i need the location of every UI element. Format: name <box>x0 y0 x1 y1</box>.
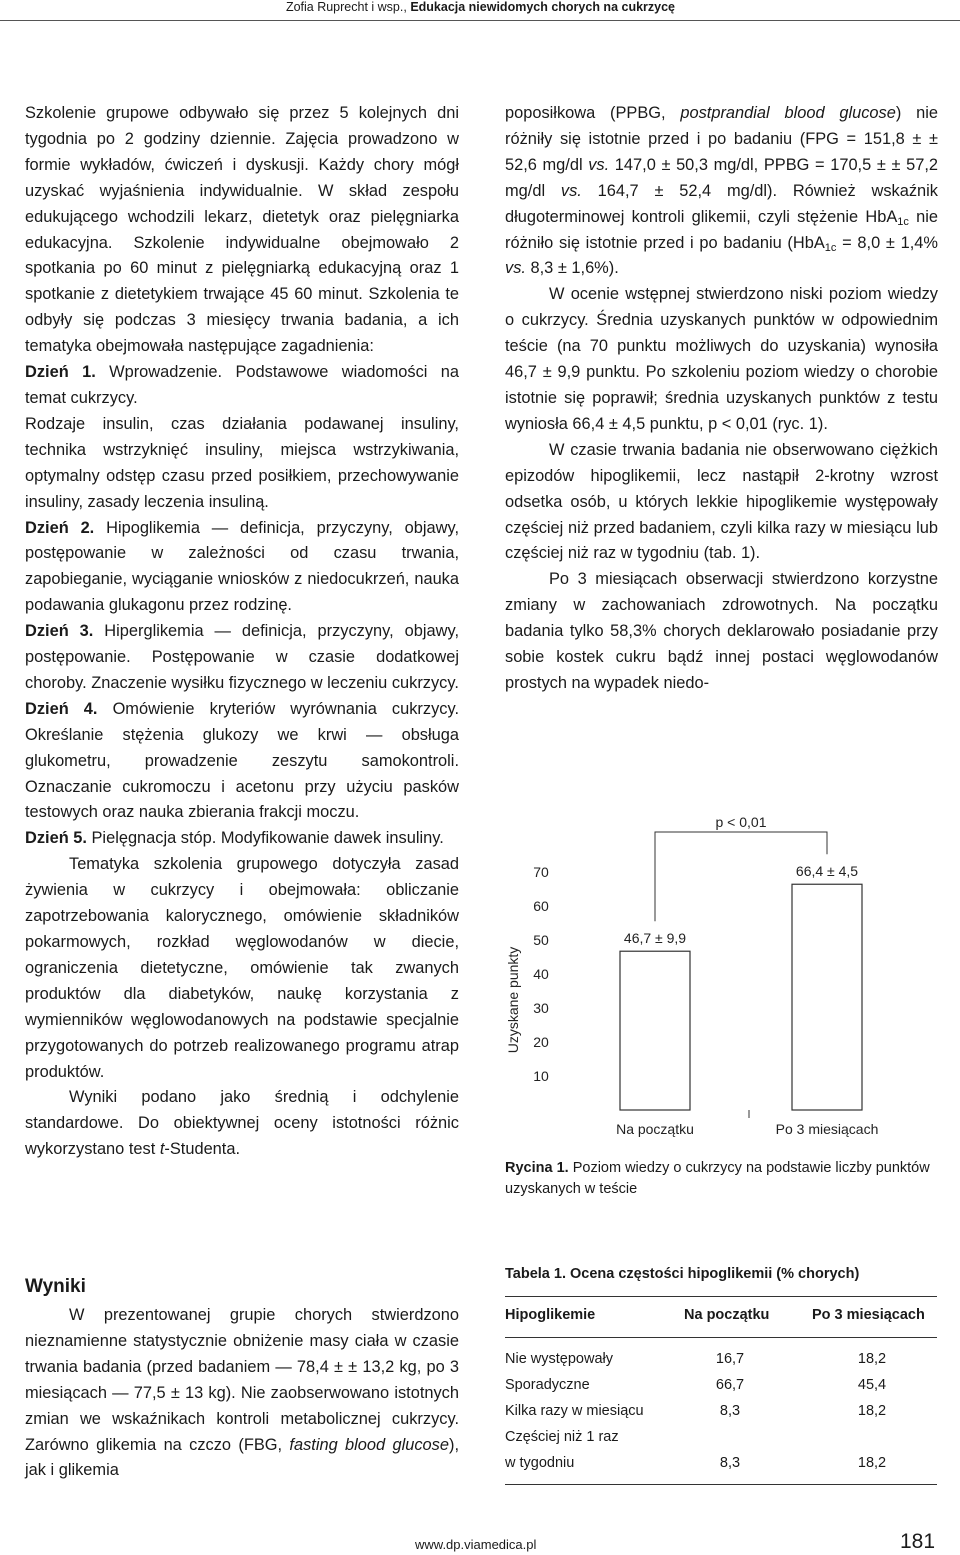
glycemia-vs-3: vs. <box>505 259 526 278</box>
results-text: W prezentowanej grupie chorych stwierdzono nieznamienne statystycznie obniżenie masy ciała w czasie trwania badania (przed badaniem — 78,4 ± ± 13,2 kg, po 3 miesiącach — 77,5 ± 13 kg). Nie zaobserwowano istotnych zmian we wskaźnikach kontroli metabolicznej cukrzycy. Zarówno glikemia na czczo (FBG, <box>25 1306 459 1454</box>
y-tick-label: 40 <box>533 966 549 982</box>
glycemia-text-d: 164,7 ± 52,4 mg/dl). Również wskaźnik długoterminowej kontroli glikemii, czyli stężenie HbA <box>505 181 938 226</box>
table-rule-top <box>505 1296 937 1297</box>
paragraph-behaviour: Po 3 miesiącach obserwacji stwierdzono korzystne zmiany w zachowaniach zdrowotnych. Na początku badania tylko 58,3% chorych deklarowało posiadanie przy sobie kostek cukru bądź innej postaci węglowodanów prostych na wypadek niedo- <box>505 570 938 692</box>
hba1c-sub-1: 1c <box>897 215 909 228</box>
day-2-text: Hipoglikemia — definicja, przyczyny, objawy, postępowanie w zależności od czasu trwania, zapobieganie, wyciąganie wniosków z niedocukrzeń, nauka podawania glukagonu przez rodzinę. <box>25 518 459 615</box>
day-4-text: Omówienie kryteriów wyrównania cukrzycy. Określanie stężenia glukozy we krwi — obsługa glukometru, prowadzenie zeszytu samokontroli. Oznaczanie cukromoczu i acetonu przy użyciu pasków testowych oraz nauka zbierania frakcji moczu. <box>25 699 459 822</box>
statistics-t: t <box>159 1140 165 1159</box>
paragraph-knowledge: W ocenie wstępnej stwierdzono niski poziom wiedzy o cukrzycy. Średnia uzyskanych punktów w odpowiednim teście (na 70 punktu możliwych do uzyskania) wynosiła 46,7 ± 9,9 punktu. Po szkoleniu poziom wiedzy o chorobie istotnie się poprawił; średnia uzyskanych punktów z testu wyniosła 66,4 ± 4,5 punktu, p < 0,01 (ryc. 1). <box>505 285 938 433</box>
paragraph-statistics <box>25 1085 459 1163</box>
y-tick-label: 70 <box>533 864 549 880</box>
results-em: fasting blood glucose <box>289 1435 449 1454</box>
header-title: Edukacja niewidomych chorych na cukrzycę <box>410 0 675 14</box>
table-cell-start: 16,7 <box>715 1351 745 1367</box>
table-cell-label: w tygodniu <box>505 1455 575 1471</box>
table-cell-label: Kilka razy w miesiącu <box>505 1403 644 1419</box>
table-header-after: Po 3 miesiącach <box>812 1307 925 1323</box>
glycemia-text-c: 147,0 ± 50,3 mg/dl, PPBG = 170,5 ± ± 57,2 mg/dl <box>505 155 938 200</box>
statistics-text-end: -Studenta. <box>164 1140 241 1159</box>
x-tick-label: Po 3 miesiącach <box>775 1121 879 1137</box>
table-rule-bottom <box>505 1484 937 1485</box>
table-title: Tabela 1. Ocena częstości hipoglikemii (% chorych) <box>505 1266 860 1282</box>
day-1-title: Wprowadzenie. Podstawowe wiadomości na temat cukrzycy. <box>25 363 460 407</box>
day-1 <box>25 360 459 412</box>
left-column-results <box>25 1303 459 1484</box>
paragraph-results <box>25 1303 459 1484</box>
glycemia-text-g: 8,3 ± 1,6%). <box>525 259 619 278</box>
day-5 <box>25 826 459 852</box>
y-tick-label: 30 <box>533 1000 549 1016</box>
table-cell-after: 18,2 <box>857 1403 887 1419</box>
y-tick-label: 60 <box>533 898 549 914</box>
running-header <box>0 0 960 18</box>
table-header-start: Na początku <box>684 1307 770 1323</box>
bar-data-label: 46,7 ± 9,9 <box>623 930 687 947</box>
table-cell-start: 8,3 <box>719 1455 741 1471</box>
results-text-end: ), jak i glikemia <box>25 1435 460 1480</box>
glycemia-vs-2: vs. <box>560 181 582 200</box>
page-number: 181 <box>900 1530 936 1553</box>
footer-url: www.dp.viamedica.pl <box>415 1537 537 1552</box>
left-column <box>25 101 459 1163</box>
paragraph-training: Szkolenie grupowe odbywało się przez 5 kolejnych dni tygodnia po 2 godziny dziennie. Zajęcia prowadzono w formie wykładów, ćwiczeń i dyskusji. Każdy chory mógł uzyskać wyjaśnienia indywidualnie. W skład zespołu edukującego wchodzili lekarz, dietetyk oraz pielęgniarka edukacyjna. Szkolenie indywidualne obejmowało 2 spotkania po 60 minut z pielęgniarką edukacyjną oraz 1 spotkanie z dietetykiem trwające 45 60 minut. Szkolenia te odbyły się podczas 3 miesięcy trwania badania, a ich tematyka obejmowała następujące zagadnienia: <box>25 104 459 356</box>
y-tick-label: 20 <box>533 1034 549 1050</box>
table-header-hypoglycemia: Hipoglikemie <box>505 1307 596 1323</box>
bar <box>792 884 862 1110</box>
section-heading-results: Wyniki <box>25 1276 86 1297</box>
bar-data-label: 66,4 ± 4,5 <box>795 863 859 880</box>
table-cell-after: 18,2 <box>857 1351 887 1367</box>
table-cell-label: Nie występowały <box>505 1351 613 1367</box>
day-5-label: Dzień 5. <box>25 829 87 848</box>
statistics-text: Wyniki podano jako średnią i odchylenie standardowe. Do obiektywnej oceny istotności różnic wykorzystano test <box>25 1088 459 1159</box>
table-cell-after: 18,2 <box>857 1455 887 1471</box>
glycemia-text-b: ) nie różniły się istotnie przed i po badaniu (FPG = 151,8 ± ± 52,6 mg/dl <box>505 104 938 174</box>
glycemia-text-f: = 8,0 ± 1,4% <box>836 233 938 252</box>
glycemia-em: postprandial blood glucose <box>680 104 896 122</box>
header-rule <box>0 20 960 21</box>
glycemia-text-a: poposiłkowa (PPBG, <box>505 104 681 122</box>
table-cell-start: 66,7 <box>715 1377 745 1393</box>
day-1-label: Dzień 1. <box>25 363 96 382</box>
x-tick-label: Na początku <box>616 1121 694 1137</box>
table-cell-label: Częściej niż 1 raz <box>505 1429 619 1445</box>
significance-label: p < 0,01 <box>715 814 767 830</box>
day-2 <box>25 516 459 620</box>
knowledge-bar-chart <box>505 810 935 1140</box>
paragraph-glycemia <box>505 101 938 282</box>
table-cell-start: 8,3 <box>719 1403 741 1419</box>
bar <box>620 951 690 1110</box>
day-1-text: Rodzaje insulin, czas działania podawanej insuliny, technika wstrzyknięć insuliny, miejsca wstrzykiwania, optymalny odstęp czasu przed posiłkiem, przechowywanie insuliny, zasady leczenia insuliną. <box>25 414 459 511</box>
day-4-label: Dzień 4. <box>25 699 98 718</box>
day-3 <box>25 619 459 697</box>
figure-caption <box>505 1158 935 1200</box>
y-tick-label: 50 <box>533 932 549 948</box>
hba1c-sub-2: 1c <box>824 241 837 254</box>
paragraph-hypoglycemia: W czasie trwania badania nie obserwowano ciężkich epizodów hipoglikemii, lecz nastąpił 2-krotny wzrost odsetka osób, u których lekkie hipoglikemie występowały częściej niż przed badaniem, czyli kilka razy w miesiącu lub częściej niż raz w tygodniu (tab. 1). <box>505 440 938 563</box>
glycemia-text-e: nie różniło się istotnie przed i po badaniu (HbA <box>505 207 938 252</box>
table-cell-label: Sporadyczne <box>505 1377 590 1393</box>
table-cell-after: 45,4 <box>857 1377 887 1393</box>
day-2-label: Dzień 2. <box>25 518 95 537</box>
day-3-text: Hiperglikemia — definicja, przyczyny, objawy, postępowanie. Postępowanie w czasie dodatkowej choroby. Znaczenie wysiłku fizycznego w leczeniu cukrzycy. <box>25 622 460 692</box>
figure-caption-label: Rycina 1. <box>505 1160 569 1176</box>
day-5-text: Pielęgnacja stóp. Modyfikowanie dawek insuliny. <box>91 829 444 848</box>
paragraph-topics: Tematyka szkolenia grupowego dotyczyła zasad żywienia w cukrzycy i obejmowała: obliczanie zapotrzebowania kalorycznego, omówienie składników pokarmowych, rozkład węglowodanów w diecie, ograniczenia dietetyczne, omówienie tak zwanych produktów dla diabetyków, naukę korzystania z wymienników węglowodanowych na podstawie specjalnie przygotowanych do potrzeb realizowanego programu atrap produktów. <box>25 855 459 1081</box>
running-header-text: Zofia Ruprecht i wsp., Edukacja niewidomych chorych na cukrzycę <box>285 0 675 14</box>
header-authors: Zofia Ruprecht i wsp. <box>285 0 404 14</box>
glycemia-vs-1: vs. <box>588 155 610 174</box>
right-column <box>505 101 938 697</box>
table-rule-mid <box>505 1337 937 1338</box>
day-4 <box>25 697 459 827</box>
y-axis-label: Uzyskane punkty <box>505 946 521 1054</box>
day-3-label: Dzień 3. <box>25 622 94 641</box>
figure-caption-text: Poziom wiedzy o cukrzycy na podstawie liczby punktów uzyskanych w teście <box>505 1160 930 1197</box>
y-tick-label: 10 <box>533 1068 549 1084</box>
